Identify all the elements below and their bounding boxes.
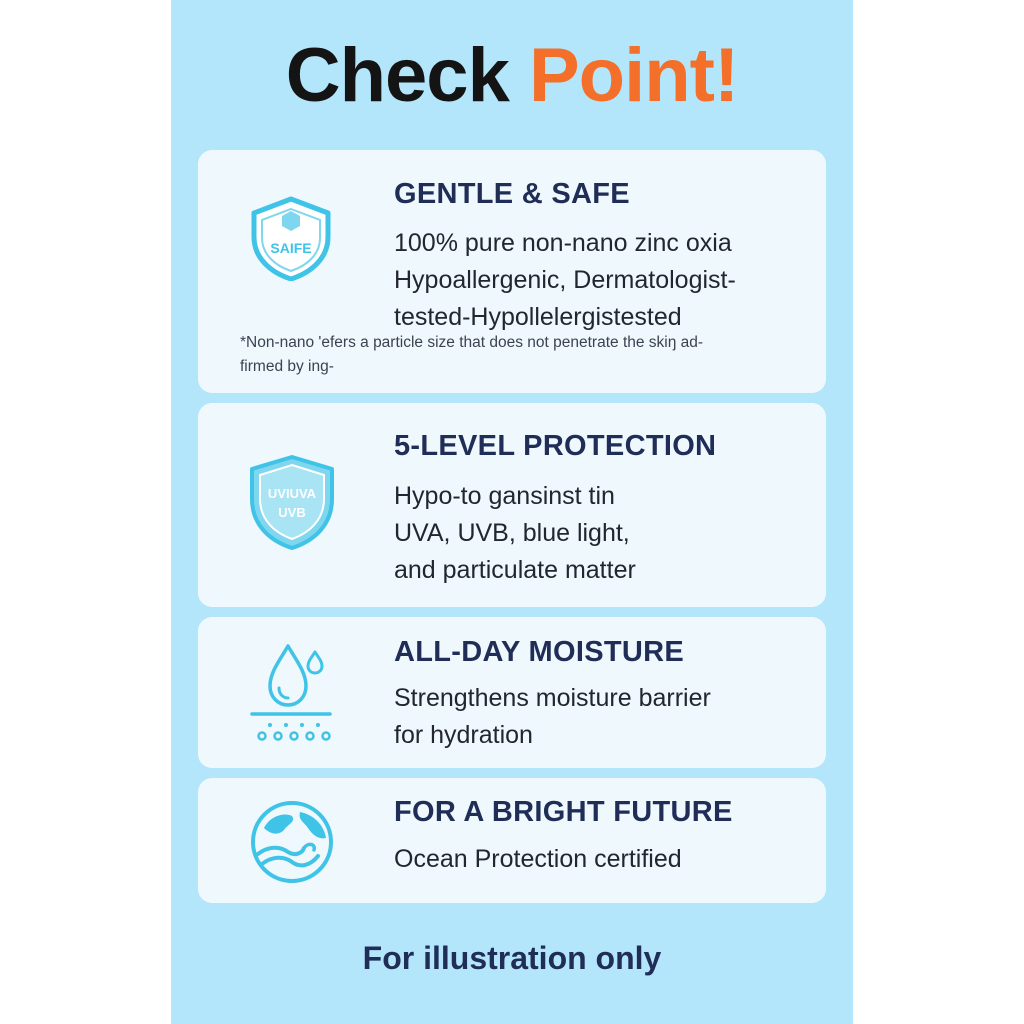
title-word-point: Point! [528, 33, 739, 118]
uv-shield-label-1: UVIUVA [267, 486, 317, 501]
card-5-level-protection [198, 403, 826, 607]
uv-shield-label-2: UVB [278, 505, 306, 520]
page-title [0, 33, 1024, 118]
card-body [394, 478, 636, 589]
card-line: and particulate matter [394, 556, 636, 584]
footnote-line: *Non-nano 'efers a particle size that does not penetrate the skiŋ ad- [240, 334, 704, 351]
footer-note: For illustration only [362, 940, 662, 976]
card-heading: 5-LEVEL PROTECTION [394, 430, 717, 462]
ocean-globe-icon [248, 798, 336, 886]
card-body [394, 225, 736, 336]
water-drop-icon [248, 642, 334, 742]
card-body [394, 680, 711, 754]
safe-shield-label: SAIFE [270, 240, 312, 256]
card-gentle-safe [198, 150, 826, 393]
card-line: UVA, UVB, blue light, [394, 519, 630, 547]
card-line: Ocean Protection certified [394, 845, 682, 873]
card-bright-future [198, 778, 826, 903]
uv-shield-icon [248, 453, 336, 551]
footnote-line: firmed by ing- [240, 358, 334, 375]
card-line: 100% pure non-nano zinc oxia [394, 229, 732, 257]
card-line: Hypoallergenic, Dermatologist- [394, 266, 736, 294]
card-all-day-moisture [198, 617, 826, 768]
card-body [394, 841, 682, 878]
card-line: Strengthens moisture barrier [394, 684, 711, 712]
card-line: tested-Hypollelergistested [394, 303, 682, 331]
safe-shield-icon [248, 195, 334, 281]
card-heading: FOR A BRIGHT FUTURE [394, 796, 733, 828]
card-footnote [240, 331, 703, 379]
card-heading: ALL-DAY MOISTURE [394, 636, 684, 668]
card-heading: GENTLE & SAFE [394, 178, 630, 210]
card-line: Hypo-to gansinst tin [394, 482, 615, 510]
title-word-check: Check [285, 33, 509, 118]
card-line: for hydration [394, 721, 533, 749]
